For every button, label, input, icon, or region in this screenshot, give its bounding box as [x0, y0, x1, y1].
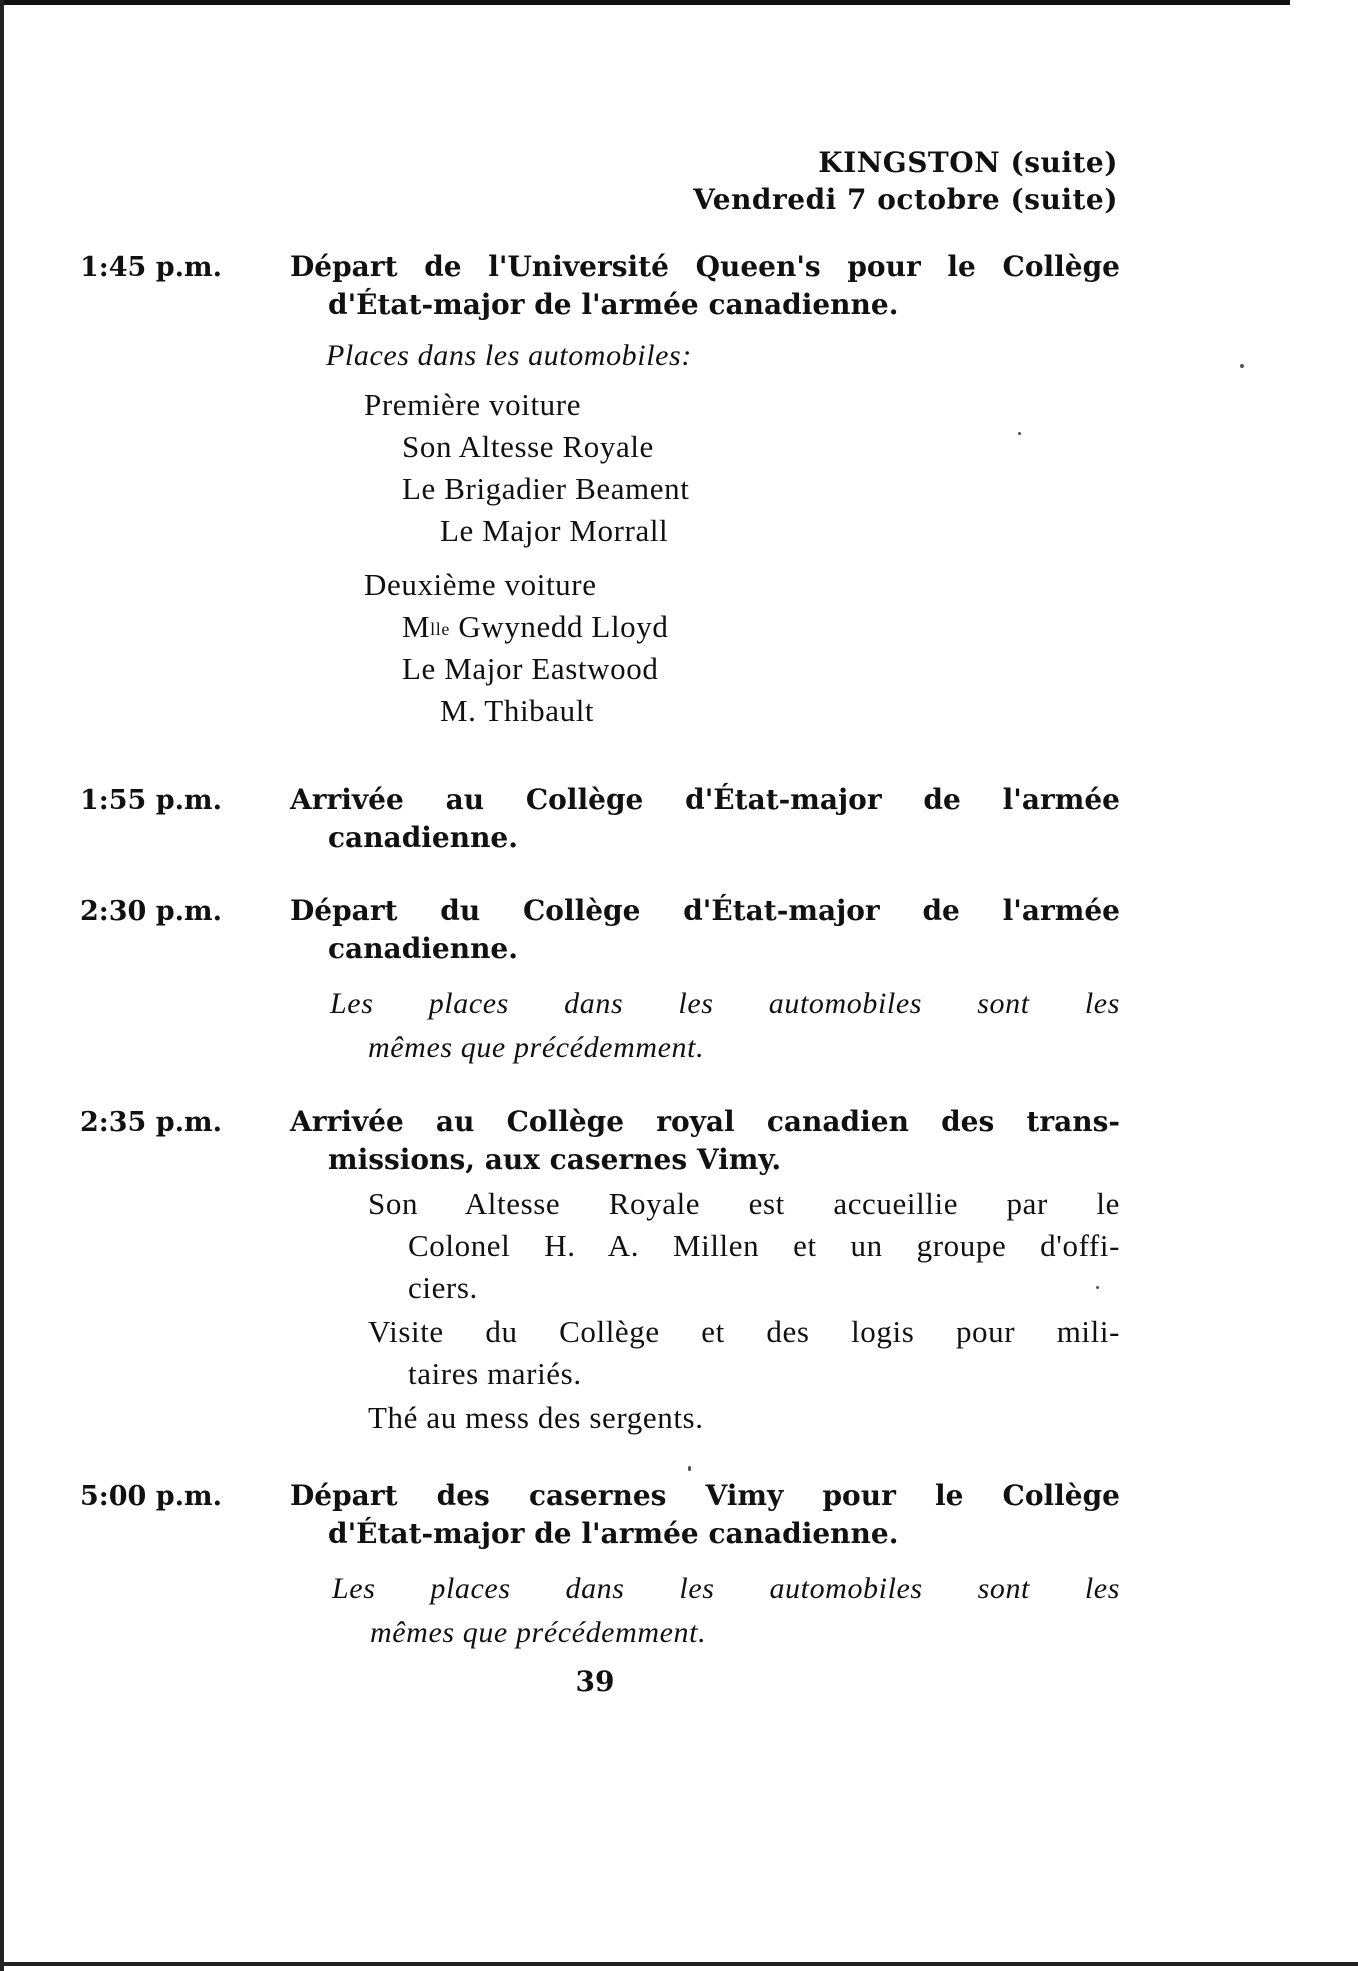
heading-line: Arrivée au Collège royal canadien des trans- [290, 1105, 1120, 1138]
passenger-name: Gwynedd Lloyd [449, 609, 669, 644]
scan-edge-top [0, 0, 1290, 5]
passenger [290, 606, 1120, 648]
schedule-entry [290, 1103, 1120, 1439]
heading-line: d'État-major de l'armée canadienne. [328, 1517, 899, 1550]
passenger: Le Major Morrall [440, 513, 669, 548]
seating-note: mêmes que précédemment. [368, 1031, 705, 1064]
schedule-entry [290, 781, 1120, 857]
passenger: Le Brigadier Beament [402, 471, 690, 506]
entry-heading [290, 248, 1120, 324]
time-label: 2:30 p.m. [80, 896, 222, 927]
seating-heading: Places dans les automobiles: [326, 339, 692, 372]
paragraph-line: ciers. [408, 1270, 478, 1305]
passenger: Son Altesse Royale [402, 429, 654, 464]
schedule-entry [290, 248, 1120, 732]
entry-heading [290, 1103, 1120, 1179]
scan-speck [688, 1466, 691, 1471]
heading-line: Départ du Collège d'État-major de l'armée [290, 894, 1120, 927]
heading-line: d'État-major de l'armée canadienne. [328, 288, 899, 321]
scan-speck [1018, 432, 1021, 435]
header-date: Vendredi 7 octobre (suite) [693, 183, 1118, 216]
seating-note: Les places dans les automobiles sont les [330, 987, 1120, 1020]
heading-line: canadienne. [328, 821, 518, 854]
paragraph-line: Colonel H. A. Millen et un groupe d'offi- [408, 1228, 1120, 1263]
passenger: M. Thibault [440, 693, 595, 728]
time-label: 1:55 p.m. [80, 785, 222, 816]
heading-line: Départ des casernes Vimy pour le Collège [290, 1479, 1120, 1512]
header-place: KINGSTON (suite) [818, 146, 1118, 179]
paragraph-line: Son Altesse Royale est accueillie par le [368, 1186, 1120, 1221]
paragraph-line: Thé au mess des sergents. [368, 1400, 704, 1435]
title-superscript: lle [430, 619, 450, 639]
title-prefix: M [402, 609, 431, 644]
time-label: 2:35 p.m. [80, 1107, 222, 1138]
heading-line: Départ de l'Université Queen's pour le Collège [290, 250, 1120, 283]
seating-note: Les places dans les automobiles sont les [332, 1572, 1120, 1605]
heading-line: missions, aux casernes Vimy. [328, 1143, 782, 1176]
time-label: 1:45 p.m. [80, 252, 222, 283]
entry-heading [290, 892, 1120, 968]
car-label: Première voiture [364, 387, 582, 422]
entry-heading [290, 1477, 1120, 1553]
schedule-entry [290, 892, 1120, 1070]
heading-line: Arrivée au Collège d'État-major de l'armée [290, 783, 1120, 816]
time-label: 5:00 p.m. [80, 1481, 222, 1512]
schedule-entry [290, 1477, 1120, 1655]
paragraph-line: Visite du Collège et des logis pour mili- [368, 1314, 1120, 1349]
paragraph-line: taires mariés. [408, 1356, 582, 1391]
seating-note: mêmes que précédemment. [370, 1616, 707, 1649]
scan-speck [1240, 364, 1244, 368]
scan-edge-bottom [0, 1962, 1358, 1966]
car-label: Deuxième voiture [364, 567, 597, 602]
passenger: Le Major Eastwood [402, 651, 659, 686]
heading-line: canadienne. [328, 932, 518, 965]
page-number: 39 [575, 1665, 615, 1698]
entry-heading [290, 781, 1120, 857]
scan-speck [1096, 1286, 1099, 1289]
